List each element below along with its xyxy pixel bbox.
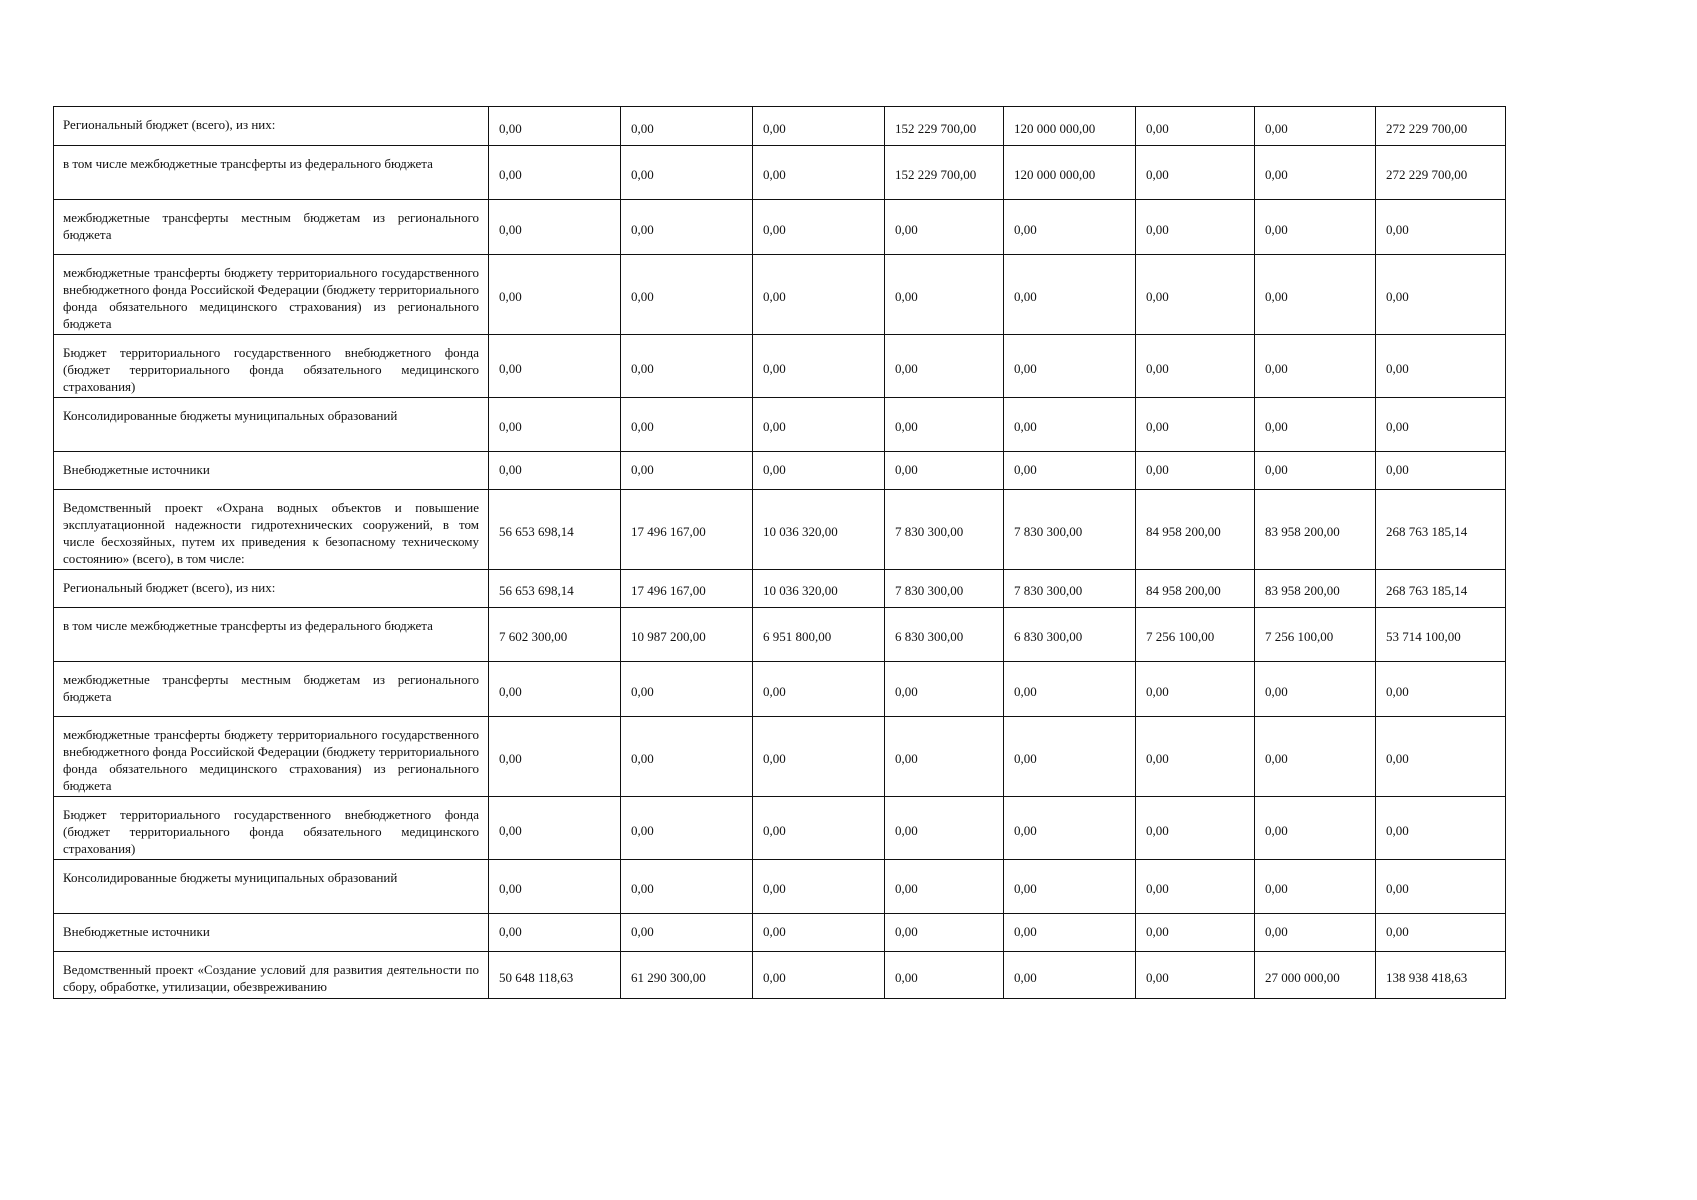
value-cell: 0,00 xyxy=(885,398,1004,452)
value-cell: 0,00 xyxy=(1004,398,1136,452)
value-cell: 0,00 xyxy=(489,107,621,146)
row-label-cell: Региональный бюджет (всего), из них: xyxy=(54,107,489,146)
value-cell: 0,00 xyxy=(1004,860,1136,914)
value-cell: 0,00 xyxy=(621,860,753,914)
value-cell: 0,00 xyxy=(1004,255,1136,335)
value-cell: 0,00 xyxy=(885,335,1004,398)
value-cell: 0,00 xyxy=(1255,860,1376,914)
value-cell: 17 496 167,00 xyxy=(621,570,753,608)
row-label-cell: межбюджетные трансферты бюджету территориального государственного внебюджетного фонда Российской Федерации (бюджету территориального фонда обязательного медицинского страхования) из регионального бюджета xyxy=(54,717,489,797)
value-cell: 0,00 xyxy=(621,146,753,200)
value-cell: 6 951 800,00 xyxy=(753,608,885,662)
value-cell: 0,00 xyxy=(753,398,885,452)
value-cell: 53 714 100,00 xyxy=(1376,608,1506,662)
value-cell: 27 000 000,00 xyxy=(1255,952,1376,999)
value-cell: 0,00 xyxy=(489,398,621,452)
value-cell: 0,00 xyxy=(1376,860,1506,914)
value-cell: 6 830 300,00 xyxy=(885,608,1004,662)
value-cell: 0,00 xyxy=(1255,107,1376,146)
value-cell: 0,00 xyxy=(753,335,885,398)
value-cell: 272 229 700,00 xyxy=(1376,107,1506,146)
value-cell: 0,00 xyxy=(621,335,753,398)
table-row xyxy=(54,490,1506,570)
value-cell: 0,00 xyxy=(885,797,1004,860)
value-cell: 0,00 xyxy=(1376,914,1506,952)
value-cell: 152 229 700,00 xyxy=(885,146,1004,200)
row-label-cell: Внебюджетные источники xyxy=(54,914,489,952)
table-row xyxy=(54,608,1506,662)
value-cell: 0,00 xyxy=(1004,797,1136,860)
value-cell: 0,00 xyxy=(1136,255,1255,335)
value-cell: 0,00 xyxy=(621,255,753,335)
value-cell: 0,00 xyxy=(1136,914,1255,952)
value-cell: 0,00 xyxy=(885,662,1004,717)
value-cell: 0,00 xyxy=(753,797,885,860)
value-cell: 83 958 200,00 xyxy=(1255,570,1376,608)
value-cell: 0,00 xyxy=(1376,797,1506,860)
value-cell: 0,00 xyxy=(1136,452,1255,490)
value-cell: 0,00 xyxy=(489,452,621,490)
table-row xyxy=(54,146,1506,200)
value-cell: 10 036 320,00 xyxy=(753,490,885,570)
value-cell: 0,00 xyxy=(489,717,621,797)
value-cell: 0,00 xyxy=(1255,335,1376,398)
value-cell: 0,00 xyxy=(885,860,1004,914)
value-cell: 0,00 xyxy=(489,797,621,860)
value-cell: 0,00 xyxy=(1004,952,1136,999)
value-cell: 0,00 xyxy=(1376,452,1506,490)
value-cell: 7 830 300,00 xyxy=(1004,570,1136,608)
table-body xyxy=(54,107,1506,999)
value-cell: 10 987 200,00 xyxy=(621,608,753,662)
value-cell: 0,00 xyxy=(1136,107,1255,146)
value-cell: 0,00 xyxy=(885,452,1004,490)
value-cell: 83 958 200,00 xyxy=(1255,490,1376,570)
value-cell: 0,00 xyxy=(489,200,621,255)
value-cell: 0,00 xyxy=(753,717,885,797)
value-cell: 268 763 185,14 xyxy=(1376,490,1506,570)
value-cell: 10 036 320,00 xyxy=(753,570,885,608)
value-cell: 0,00 xyxy=(1255,797,1376,860)
row-label-cell: Консолидированные бюджеты муниципальных образований xyxy=(54,860,489,914)
table-row xyxy=(54,797,1506,860)
table-row xyxy=(54,914,1506,952)
value-cell: 0,00 xyxy=(1376,255,1506,335)
value-cell: 0,00 xyxy=(1255,200,1376,255)
value-cell: 84 958 200,00 xyxy=(1136,570,1255,608)
table-row xyxy=(54,335,1506,398)
value-cell: 7 830 300,00 xyxy=(885,490,1004,570)
value-cell: 0,00 xyxy=(753,860,885,914)
table-row xyxy=(54,398,1506,452)
value-cell: 7 602 300,00 xyxy=(489,608,621,662)
table-row xyxy=(54,952,1506,999)
value-cell: 0,00 xyxy=(1004,914,1136,952)
table-row xyxy=(54,860,1506,914)
value-cell: 0,00 xyxy=(489,255,621,335)
value-cell: 56 653 698,14 xyxy=(489,490,621,570)
row-label-cell: межбюджетные трансферты бюджету территориального государственного внебюджетного фонда Российской Федерации (бюджету территориального фонда обязательного медицинского страхования) из регионального бюджета xyxy=(54,255,489,335)
row-label-cell: Региональный бюджет (всего), из них: xyxy=(54,570,489,608)
value-cell: 61 290 300,00 xyxy=(621,952,753,999)
value-cell: 0,00 xyxy=(621,107,753,146)
value-cell: 0,00 xyxy=(1004,452,1136,490)
table-row xyxy=(54,107,1506,146)
value-cell: 0,00 xyxy=(1136,200,1255,255)
value-cell: 0,00 xyxy=(1255,662,1376,717)
value-cell: 7 830 300,00 xyxy=(885,570,1004,608)
value-cell: 0,00 xyxy=(753,200,885,255)
value-cell: 0,00 xyxy=(1004,717,1136,797)
table-row xyxy=(54,662,1506,717)
budget-table xyxy=(53,106,1506,999)
value-cell: 0,00 xyxy=(1376,398,1506,452)
value-cell: 0,00 xyxy=(1004,335,1136,398)
table-row xyxy=(54,717,1506,797)
value-cell: 0,00 xyxy=(1136,952,1255,999)
value-cell: 0,00 xyxy=(1136,662,1255,717)
value-cell: 0,00 xyxy=(753,255,885,335)
value-cell: 56 653 698,14 xyxy=(489,570,621,608)
value-cell: 0,00 xyxy=(1136,398,1255,452)
value-cell: 0,00 xyxy=(1136,146,1255,200)
value-cell: 0,00 xyxy=(489,662,621,717)
value-cell: 0,00 xyxy=(1376,662,1506,717)
value-cell: 0,00 xyxy=(489,335,621,398)
value-cell: 0,00 xyxy=(1004,662,1136,717)
value-cell: 0,00 xyxy=(1004,200,1136,255)
value-cell: 84 958 200,00 xyxy=(1136,490,1255,570)
value-cell: 50 648 118,63 xyxy=(489,952,621,999)
value-cell: 138 938 418,63 xyxy=(1376,952,1506,999)
value-cell: 0,00 xyxy=(1376,200,1506,255)
value-cell: 7 256 100,00 xyxy=(1136,608,1255,662)
value-cell: 0,00 xyxy=(1136,335,1255,398)
value-cell: 0,00 xyxy=(885,255,1004,335)
table-row xyxy=(54,570,1506,608)
row-label-cell: Ведомственный проект «Создание условий для развития деятельности по сбору, обработке, утилизации, обезвреживанию xyxy=(54,952,489,999)
value-cell: 0,00 xyxy=(1255,255,1376,335)
value-cell: 0,00 xyxy=(753,914,885,952)
value-cell: 0,00 xyxy=(621,797,753,860)
value-cell: 6 830 300,00 xyxy=(1004,608,1136,662)
value-cell: 0,00 xyxy=(621,398,753,452)
value-cell: 268 763 185,14 xyxy=(1376,570,1506,608)
row-label-cell: межбюджетные трансферты местным бюджетам из регионального бюджета xyxy=(54,200,489,255)
value-cell: 272 229 700,00 xyxy=(1376,146,1506,200)
value-cell: 0,00 xyxy=(885,717,1004,797)
row-label-cell: Бюджет территориального государственного внебюджетного фонда (бюджет территориального фонда обязательного медицинского страхования) xyxy=(54,797,489,860)
row-label-cell: Бюджет территориального государственного внебюджетного фонда (бюджет территориального фонда обязательного медицинского страхования) xyxy=(54,335,489,398)
value-cell: 7 830 300,00 xyxy=(1004,490,1136,570)
value-cell: 0,00 xyxy=(489,914,621,952)
value-cell: 0,00 xyxy=(885,914,1004,952)
row-label-cell: в том числе межбюджетные трансферты из федерального бюджета xyxy=(54,146,489,200)
value-cell: 0,00 xyxy=(1255,452,1376,490)
value-cell: 0,00 xyxy=(753,662,885,717)
value-cell: 17 496 167,00 xyxy=(621,490,753,570)
value-cell: 0,00 xyxy=(621,200,753,255)
value-cell: 0,00 xyxy=(1376,335,1506,398)
value-cell: 0,00 xyxy=(621,452,753,490)
table-row xyxy=(54,452,1506,490)
value-cell: 7 256 100,00 xyxy=(1255,608,1376,662)
table-row xyxy=(54,255,1506,335)
value-cell: 0,00 xyxy=(489,146,621,200)
value-cell: 0,00 xyxy=(489,860,621,914)
value-cell: 0,00 xyxy=(753,107,885,146)
table-row xyxy=(54,200,1506,255)
row-label-cell: межбюджетные трансферты местным бюджетам из регионального бюджета xyxy=(54,662,489,717)
value-cell: 0,00 xyxy=(1136,797,1255,860)
row-label-cell: в том числе межбюджетные трансферты из федерального бюджета xyxy=(54,608,489,662)
row-label-cell: Внебюджетные источники xyxy=(54,452,489,490)
value-cell: 0,00 xyxy=(753,952,885,999)
value-cell: 0,00 xyxy=(753,146,885,200)
value-cell: 0,00 xyxy=(621,662,753,717)
value-cell: 0,00 xyxy=(621,914,753,952)
value-cell: 0,00 xyxy=(1255,146,1376,200)
value-cell: 0,00 xyxy=(753,452,885,490)
value-cell: 152 229 700,00 xyxy=(885,107,1004,146)
value-cell: 0,00 xyxy=(621,717,753,797)
value-cell: 120 000 000,00 xyxy=(1004,146,1136,200)
value-cell: 0,00 xyxy=(1255,914,1376,952)
value-cell: 120 000 000,00 xyxy=(1004,107,1136,146)
row-label-cell: Ведомственный проект «Охрана водных объектов и повышение эксплуатационной надежности гидротехнических сооружений, в том числе бесхозяйных, путем их приведения к безопасному техническому состоянию» (всего), в том числе: xyxy=(54,490,489,570)
value-cell: 0,00 xyxy=(1255,398,1376,452)
value-cell: 0,00 xyxy=(885,952,1004,999)
value-cell: 0,00 xyxy=(1136,860,1255,914)
row-label-cell: Консолидированные бюджеты муниципальных образований xyxy=(54,398,489,452)
value-cell: 0,00 xyxy=(885,200,1004,255)
value-cell: 0,00 xyxy=(1255,717,1376,797)
value-cell: 0,00 xyxy=(1376,717,1506,797)
value-cell: 0,00 xyxy=(1136,717,1255,797)
